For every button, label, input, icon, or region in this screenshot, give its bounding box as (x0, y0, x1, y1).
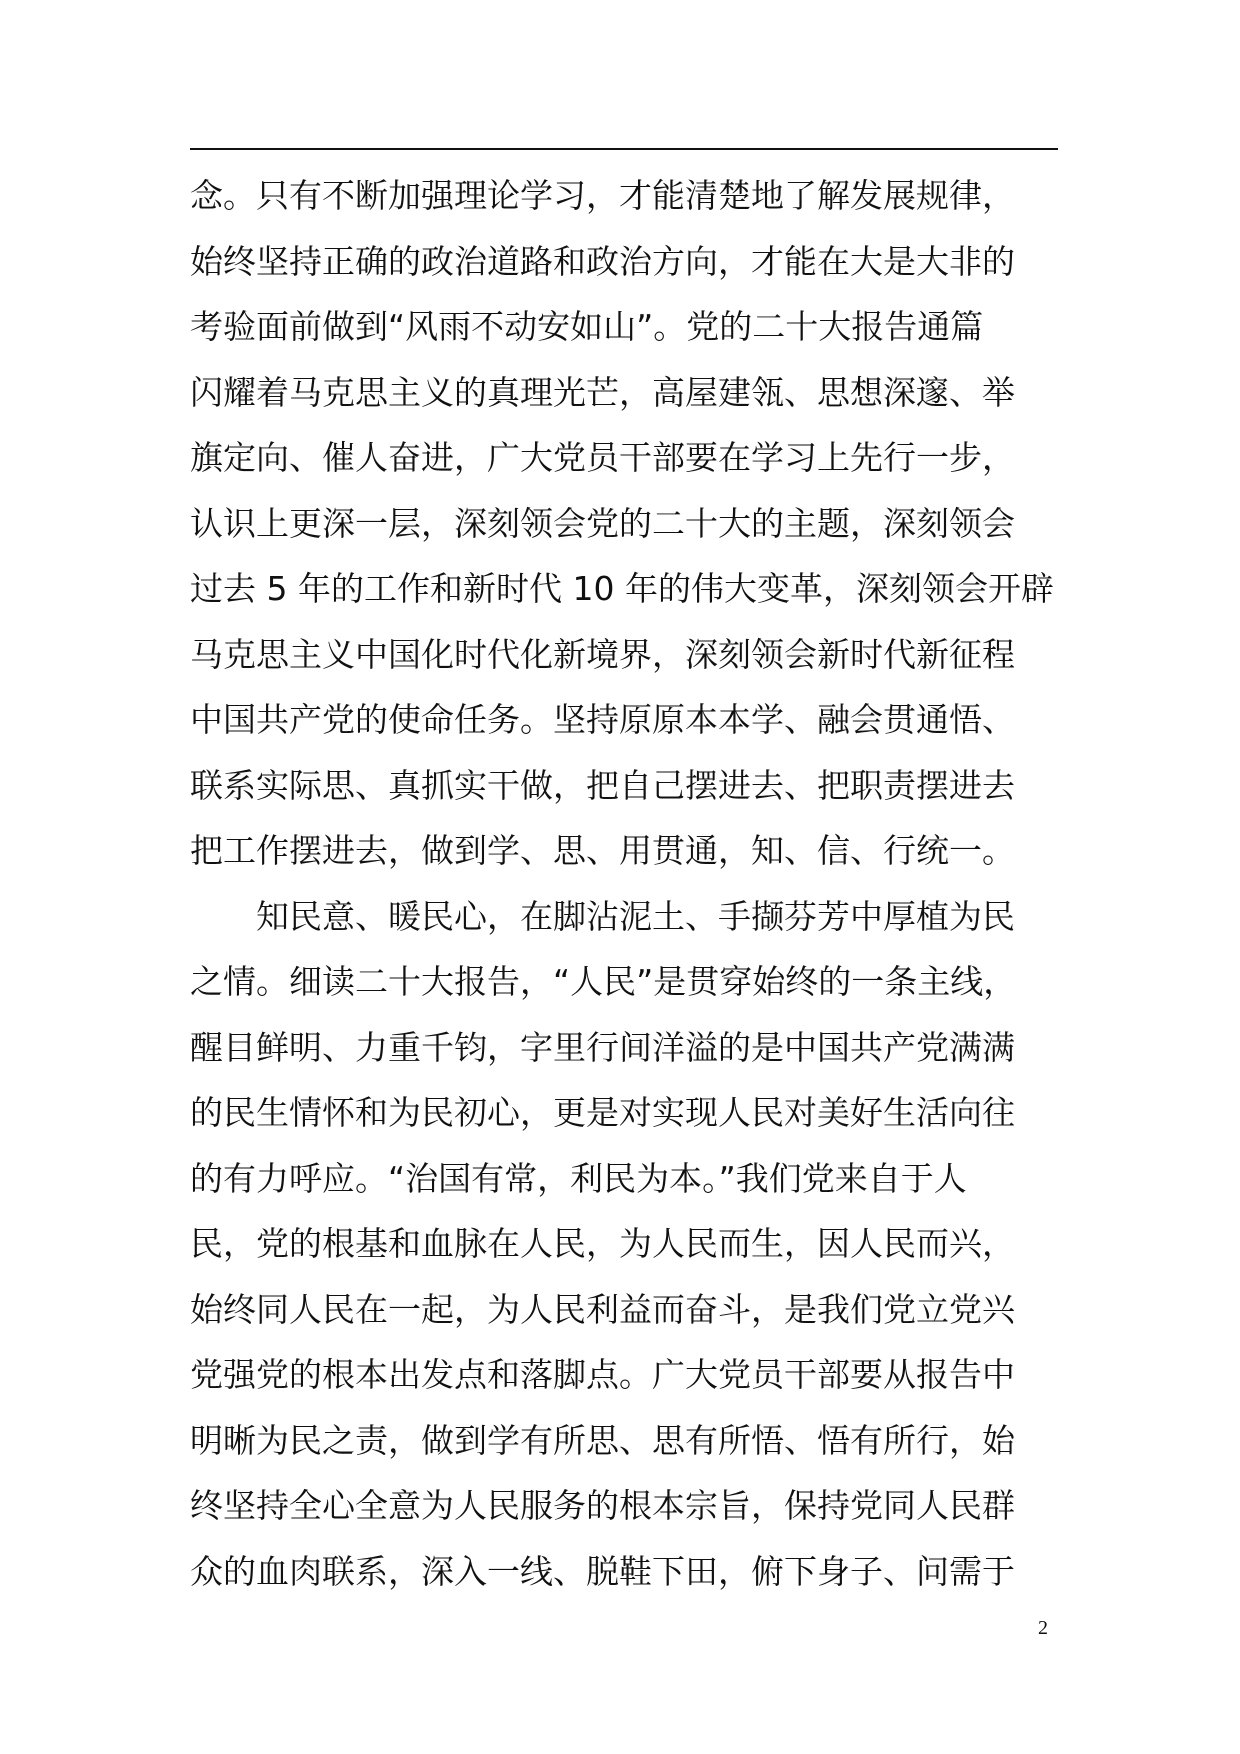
text-line: 民，党的根基和血脉在人民，为人民而生，因人民而兴， (190, 1224, 1015, 1263)
header-rule (190, 148, 1058, 150)
text-line: 考验面前做到“风雨不动安如山”。党的二十大报告通篇 (190, 307, 984, 346)
text-line: 中国共产党的使命任务。坚持原原本本学、融会贯通悟、 (190, 700, 1015, 739)
text-line: 联系实际思、真抓实干做，把自己摆进去、把职责摆进去 (190, 765, 1015, 805)
text-line: 把工作摆进去，做到学、思、用贯通，知、信、行统一。 (190, 831, 1015, 870)
text-line: 的民生情怀和为民初心，更是对实现人民对美好生活向往 (190, 1093, 1015, 1132)
body-text (190, 163, 1070, 1604)
text-line: 始终同人民在一起，为人民利益而奋斗，是我们党立党兴 (190, 1289, 1015, 1329)
text-line: 旗定向、催人奋进，广大党员干部要在学习上先行一步， (190, 438, 1015, 477)
text-line: 终坚持全心全意为人民服务的根本宗旨，保持党同人民群 (190, 1486, 1015, 1525)
text-line: 过去 5 年的工作和新时代 10 年的伟大变革，深刻领会开辟 (190, 569, 1054, 608)
text-line: 马克思主义中国化时代化新境界，深刻领会新时代新征程 (190, 634, 1015, 674)
text-line: 念。只有不断加强理论学习，才能清楚地了解发展规律， (190, 176, 1015, 215)
text-line: 闪耀着马克思主义的真理光芒，高屋建瓴、思想深邃、举 (190, 372, 1015, 412)
text-line: 明晰为民之责，做到学有所思、思有所悟、悟有所行，始 (190, 1420, 1015, 1460)
text-line: 始终坚持正确的政治道路和政治方向，才能在大是大非的 (190, 241, 1015, 281)
text-line: 认识上更深一层，深刻领会党的二十大的主题，深刻领会 (190, 503, 1015, 543)
text-line: 众的血肉联系，深入一线、脱鞋下田，俯下身子、问需于 (190, 1551, 1015, 1591)
paragraph-first-line: 知民意、暖民心，在脚沾泥土、手撷芬芳中厚植为民 (256, 896, 1015, 936)
text-line: 之情。细读二十大报告，“人民”是贯穿始终的一条主线， (190, 962, 1017, 1001)
text-line: 醒目鲜明、力重千钧，字里行间洋溢的是中国共产党满满 (190, 1027, 1015, 1067)
text-line: 的有力呼应。“治国有常，利民为本。”我们党来自于人 (190, 1158, 967, 1198)
text-line: 党强党的根本出发点和落脚点。广大党员干部要从报告中 (190, 1355, 1015, 1394)
page-number: 2 (1038, 1617, 1048, 1639)
